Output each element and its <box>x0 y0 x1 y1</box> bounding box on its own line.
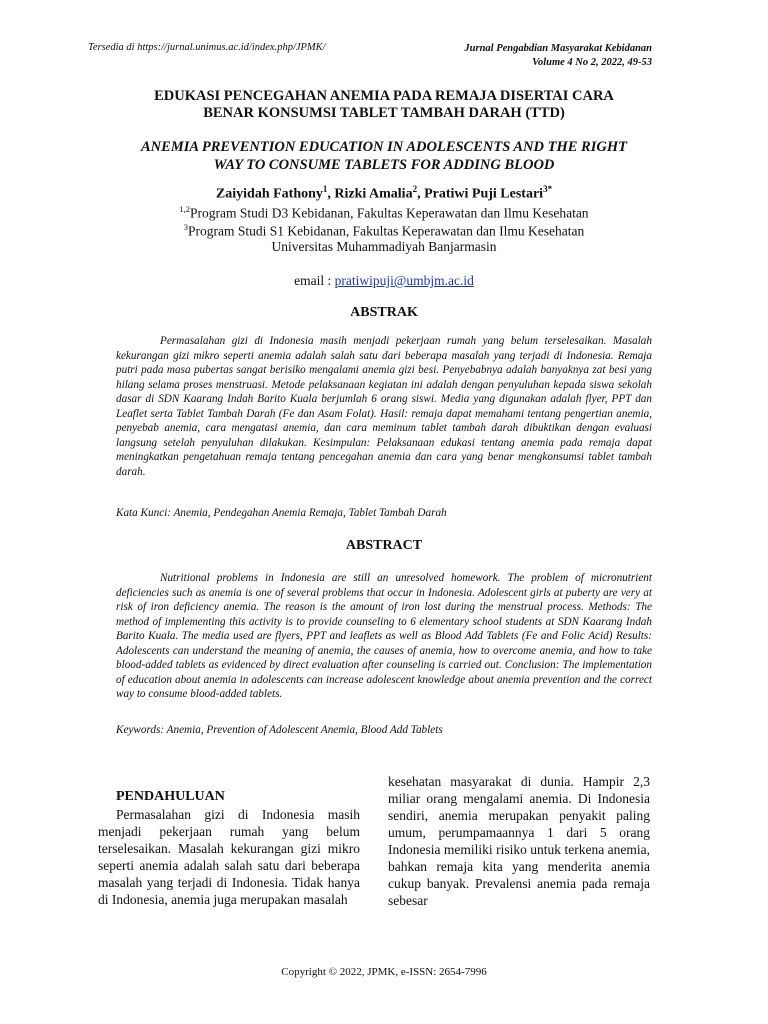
journal-volume: Volume 4 No 2, 2022, 49-53 <box>532 57 652 68</box>
author-name-2: , Rizki Amalia <box>327 186 413 202</box>
author-list <box>100 184 668 203</box>
title-english-line-1: ANEMIA PREVENTION EDUCATION IN ADOLESCENTS AND THE RIGHT <box>141 139 627 155</box>
copyright-footer: Copyright © 2022, JPMK, e-ISSN: 2654-7996 <box>281 966 487 978</box>
author-affil-2: 2 <box>412 184 418 194</box>
abstract-paragraph: Nutritional problems in Indonesia are still an unresolved homework. The problem of micronutrient deficiencies such as anemia is one of several problems that occur in Indonesia. Adolescent girls at puberty are very at risk of iron deficiency anemia. The reason is the amount of iron lost during the menstrual process. Methods: The method of implementing this activity is to provide counseling to 6 elementary school students at SDN Kaarang Indah Barito Kuala. The media used are flyers, PPT and leaflets as well as Blood Add Tablets (Fe and Folic Acid) Results: Adolescents can understand the meaning of anemia, the causes of anemia, how to overcome anemia, and how to take blood-added tablets as evidenced by direct evaluation after counseling is carried out. Conclusion: The implementation of education about anemia in adolescents can increase adolescent knowledge about anemia prevention and the correct way to consume blood-added tablets. <box>116 572 652 700</box>
journal-name: Jurnal Pengabdian Masyarakat Kebidanan <box>464 43 652 54</box>
abstrak-paragraph: Permasalahan gizi di Indonesia masih menjadi pekerjaan rumah yang belum terselesaikan. Masalah kekurangan gizi mikro seperti anemia adalah salah satu dari beberapa masalah yang terjadi di Indonesia. Remaja putri pada masa pubertas sangat berisiko mengalami anemia gizi besi. Penyebabnya adalah banyaknya zat besi yang hilang selama proses menstruasi. Metode pelaksanaan kegiatan ini adalah dengan penyuluhan kepada siswa sekolah dasar di SDN Kaarang Indah Barito Kuala berjumlah 6 orang siswi. Media yang digunakan adalah flyer, PPT dan Leaflet serta Tablet Tambah Darah (Fe dan Asam Folat). Hasil: remaja dapat memahami tentang pengertian anemia, penyebab anemia, cara mengatasi anemia, dan cara meminum tablet tambah darah dibuktikan dengan evaluasi langsung setelah penyuluhan dilakukan. Kesimpulan: Pelaksanaan edukasi tentang anemia pada remaja dapat meningkatkan pengetahuan remaja tentang pencegahan anemia dan cara yang benar mengkonsumsi tablet tambah darah. <box>116 335 652 478</box>
author-affil-1: 1 <box>322 184 328 194</box>
intro-paragraph-right: kesehatan masyarakat di dunia. Hampir 2,3 miliar orang mengalami anemia. Di Indonesia sendiri, anemia merupakan penyakit paling umum, perumpamaannya 1 dari 5 orang Indonesia memiliki risiko untuk terkena anemia, bahkan remaja kita yang menderita anemia cukup banyak. Prevalensi anemia pada remaja sebesar <box>388 774 650 908</box>
email-link[interactable]: pratiwipuji@umbjm.ac.id <box>334 273 474 288</box>
affiliation-1-marker: 1,2 <box>179 204 191 214</box>
kata-kunci: Kata Kunci: Anemia, Pendegahan Anemia Remaja, Tablet Tambah Darah <box>116 507 447 519</box>
affiliation-3: Universitas Muhammadiyah Banjarmasin <box>271 239 497 254</box>
affiliation-1 <box>100 204 668 222</box>
title-indonesian-line-2: BENAR KONSUMSI TABLET TAMBAH DARAH (TTD) <box>203 105 565 121</box>
keywords: Keywords: Anemia, Prevention of Adolescent Anemia, Blood Add Tablets <box>116 724 443 736</box>
intro-heading: PENDAHULUAN <box>116 789 225 804</box>
title-english <box>100 138 668 174</box>
author-name-3: , Pratiwi Puji Lestari <box>417 186 544 202</box>
abstrak-heading: ABSTRAK <box>350 305 418 320</box>
title-indonesian <box>100 88 668 122</box>
email-label: email : <box>294 273 335 288</box>
author-name-1: Zaiyidah Fathony <box>215 186 323 202</box>
title-english-line-2: WAY TO CONSUME TABLETS FOR ADDING BLOOD <box>213 157 555 173</box>
intro-paragraph-left: Permasalahan gizi di Indonesia masih menjadi pekerjaan rumah yang belum terselesaikan. Masalah kekurangan gizi mikro seperti anemia adalah salah satu dari beberapa masalah yang terjadi di Indonesia. Tidak hanya di Indonesia, anemia juga merupakan masalah <box>98 807 360 907</box>
affiliation-1-text: Program Studi D3 Kebidanan, Fakultas Keperawatan dan Ilmu Kesehatan <box>190 205 589 221</box>
title-indonesian-line-1: EDUKASI PENCEGAHAN ANEMIA PADA REMAJA DISERTAI CARA <box>154 88 614 104</box>
author-affil-3: 3* <box>543 184 553 194</box>
intro-right-column <box>388 773 650 909</box>
affiliation-2-text: Program Studi S1 Kebidanan, Fakultas Keperawatan dan Ilmu Kesehatan <box>187 223 585 239</box>
affiliation-2 <box>100 222 668 240</box>
abstract-heading: ABSTRACT <box>345 538 423 553</box>
email-line <box>100 273 668 289</box>
journal-availability-url: Tersedia di https://jurnal.unimus.ac.id/index.php/JPMK/ <box>88 42 326 53</box>
journal-header <box>464 42 652 70</box>
abstract-body <box>116 571 652 702</box>
abstrak-body <box>116 334 652 479</box>
intro-left-column <box>98 788 360 908</box>
affiliation-2-marker: 3 <box>183 222 188 232</box>
